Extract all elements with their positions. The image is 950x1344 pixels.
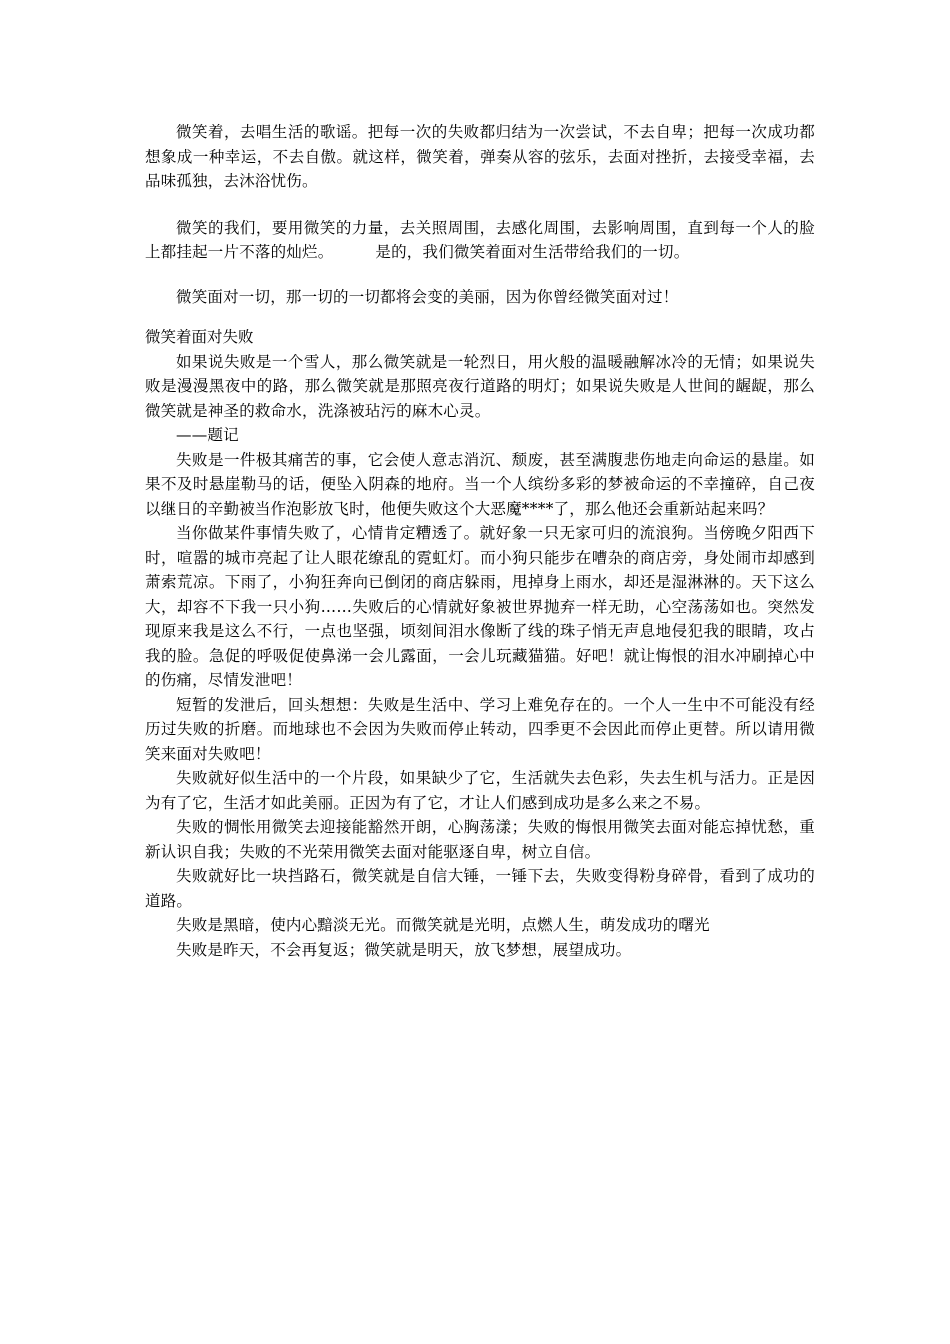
section-paragraph-9: 失败是昨天，不会再复返；微笑就是明天，放飞梦想，展望成功。 — [176, 940, 632, 959]
intro-paragraph-2-tail: 是的，我们微笑着面对生活带给我们的一切。 — [375, 243, 690, 261]
section-paragraph-7: 失败就好比一块挡路石，微笑就是自信大锤，一锤下去，失败变得粉身碎骨，看到了成功的道路。 — [145, 867, 815, 910]
intro-paragraph-2 — [145, 216, 815, 265]
epigraph-attribution: ——题记 — [176, 426, 239, 444]
section-paragraph-4: 短暂的发泄后，回头想想：失败是生活中、学习上难免存在的。一个人一生中不可能没有经历过失败的折磨。而地球也不会因为失败而停止转动，四季更不会因此而停止更替。所以请用微笑来面对失败吧！ — [145, 695, 815, 763]
section-paragraph-6: 失败的惆怅用微笑去迎接能豁然开朗，心胸荡漾；失败的悔恨用微笑去面对能忘掉忧愁，重新认识自我；失败的不光荣用微笑去面对能驱逐自卑，树立自信。 — [145, 818, 815, 861]
section-paragraph-5: 失败就好似生活中的一个片段，如果缺少了它，生活就失去色彩，失去生机与活力。正是因为有了它，生活才如此美丽。正因为有了它，才让人们感到成功是多么来之不易。 — [145, 769, 815, 812]
intro-paragraph-3: 微笑面对一切，那一切的一切都将会变的美丽，因为你曾经微笑面对过！ — [176, 287, 679, 306]
intro-paragraph-2-main: 微笑的我们，要用微笑的力量，去关照周围，去感化周围，去影响周围，直到每一个人的脸上都挂起一片不落的灿烂。 — [145, 218, 815, 261]
section-paragraph-2: 失败是一件极其痛苦的事，它会使人意志消沉、颓废，甚至满腹悲伤地走向命运的悬崖。如果不及时悬崖勒马的话，便坠入阴森的地府。当一个人缤纷多彩的梦被命运的不幸撞碎，自己夜以继日的辛勤被当作泡影放飞时，他便失败这个大恶魔****了，那么他还会重新站起来吗？ — [145, 450, 815, 518]
section-paragraph-1: 如果说失败是一个雪人，那么微笑就是一轮烈日，用火般的温暖融解冰冷的无情；如果说失败是漫漫黑夜中的路，那么微笑就是那照亮夜行道路的明灯；如果说失败是人世间的龌龊，那么微笑就是神圣的救命水，洗涤被玷污的麻木心灵。 — [145, 352, 815, 420]
intro-paragraph-1: 微笑着，去唱生活的歌谣。把每一次的失败都归结为一次尝试，不去自卑；把每一次成功都想象成一种幸运，不去自傲。就这样，微笑着，弹奏从容的弦乐，去面对挫折，去接受幸福，去品味孤独，去沐浴忧伤。 — [145, 123, 815, 190]
document-page — [145, 120, 815, 962]
section-title: 微笑着面对失败 — [145, 328, 254, 346]
section-paragraph-8: 失败是黑暗，使内心黯淡无光。而微笑就是光明，点燃人生，萌发成功的曙光 — [176, 916, 710, 934]
section-paragraph-3: 当你做某件事情失败了，心情肯定糟透了。就好象一只无家可归的流浪狗。当傍晚夕阳西下时，喧嚣的城市亮起了让人眼花缭乱的霓虹灯。而小狗只能步在嘈杂的商店旁，身处闹市却感到萧索荒凉。下雨了，小狗狂奔向已倒闭的商店躲雨，甩掉身上雨水，却还是湿淋淋的。天下这么大，却容不下我一只小狗……失败后的心情就好象被世界抛弃一样无助，心空荡荡如也。突然发现原来我是这么不行，一点也坚强，顷刻间泪水像断了线的珠子悄无声息地侵犯我的眼睛，攻占我的脸。急促的呼吸促使鼻涕一会儿露面，一会儿玩藏猫猫。好吧！就让悔恨的泪水冲刷掉心中的伤痛，尽情发泄吧！ — [145, 524, 815, 689]
